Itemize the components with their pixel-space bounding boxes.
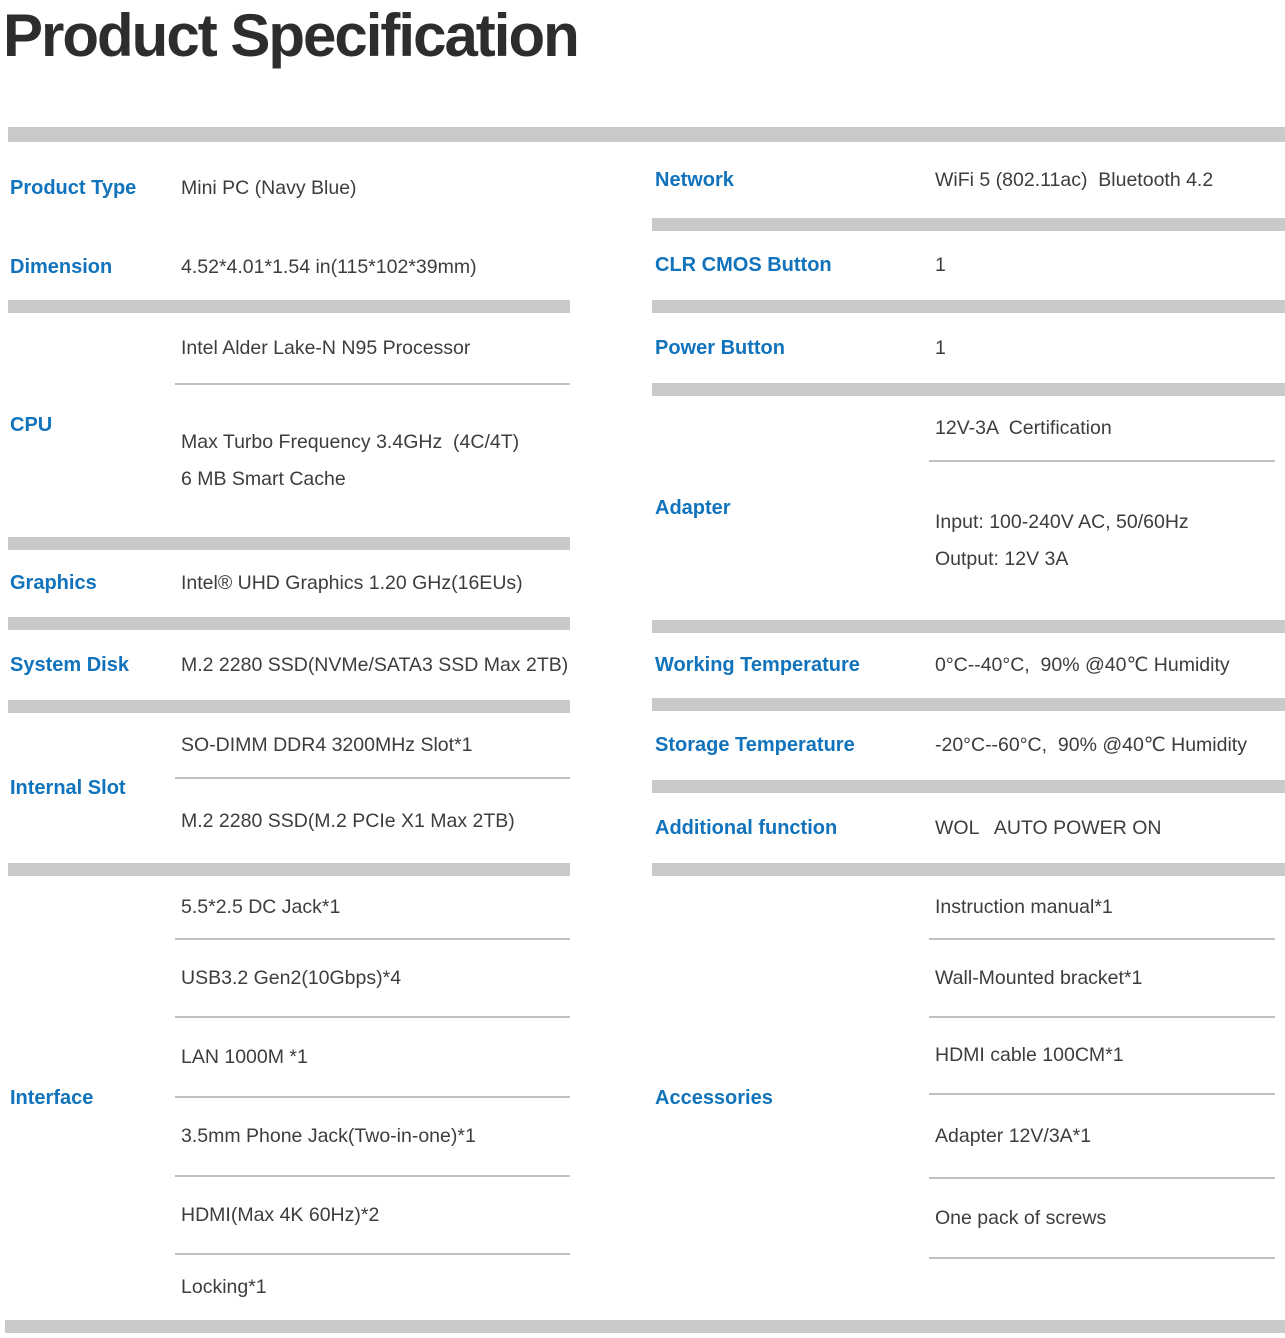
value-adapter-input: Input: 100-240V AC, 50/60Hz (935, 511, 1189, 533)
section-power-button (652, 313, 1285, 383)
value-accessory-adapter: Adapter 12V/3A*1 (935, 1124, 1092, 1147)
section-working-temperature (652, 633, 1285, 698)
spec-row (8, 142, 570, 234)
label-clr-cmos-button: CLR CMOS Button (655, 254, 832, 276)
value-power-button: 1 (935, 336, 946, 359)
section-separator-bar (8, 300, 570, 313)
section-separator-bar (652, 863, 1285, 876)
section-network (652, 142, 1285, 218)
section-cpu (8, 313, 570, 537)
value-cpu-cache: 6 MB Smart Cache (181, 468, 346, 490)
value-cpu-turbo: Max Turbo Frequency 3.4GHz (4C/4T) (181, 431, 520, 453)
section-separator-bar (652, 383, 1285, 396)
value-working-temperature: 0°C--40°C, 90% @40℃ Humidity (935, 654, 1230, 676)
section-separator-bar (652, 780, 1285, 793)
value-product-type: Mini PC (Navy Blue) (181, 176, 357, 199)
section-additional-function (652, 793, 1285, 863)
label-working-temperature: Working Temperature (655, 654, 860, 676)
label-storage-temperature: Storage Temperature (655, 734, 855, 756)
value-clr-cmos-button: 1 (935, 254, 946, 276)
value-interface-phone-jack: 3.5mm Phone Jack(Two-in-one)*1 (181, 1125, 476, 1147)
value-graphics: Intel® UHD Graphics 1.20 GHz(16EUs) (181, 572, 523, 594)
left-column (8, 142, 570, 1320)
section-clr-cmos-button (652, 231, 1285, 300)
section-separator-bar (8, 617, 570, 630)
value-additional-function: WOL AUTO POWER ON (935, 816, 1162, 839)
label-adapter: Adapter (655, 496, 731, 519)
section-separator-bar (8, 863, 570, 876)
section-separator-bar (652, 218, 1285, 231)
section-product-type-dimension (8, 142, 570, 300)
value-storage-temperature: -20°C--60°C, 90% @40℃ Humidity (935, 734, 1247, 756)
value-system-disk: M.2 2280 SSD(NVMe/SATA3 SSD Max 2TB) (181, 653, 569, 676)
label-product-type: Product Type (10, 176, 137, 199)
page-title: Product Specification (3, 2, 578, 69)
value-network: WiFi 5 (802.11ac) Bluetooth 4.2 (935, 168, 1214, 191)
right-column (652, 142, 1285, 1320)
value-accessory-manual: Instruction manual*1 (935, 895, 1113, 918)
value-internal-slot-ram: SO-DIMM DDR4 3200MHz Slot*1 (181, 733, 473, 756)
spec-row (8, 234, 570, 300)
value-adapter-output: Output: 12V 3A (935, 548, 1069, 570)
section-interface (8, 876, 570, 1320)
section-graphics (8, 550, 570, 617)
value-accessory-bracket: Wall-Mounted bracket*1 (935, 966, 1143, 989)
label-network: Network (655, 168, 734, 191)
label-power-button: Power Button (655, 336, 785, 359)
bottom-separator-bar (5, 1320, 1285, 1333)
value-adapter-certification: 12V-3A Certification (935, 416, 1112, 439)
section-internal-slot (8, 713, 570, 863)
label-interface: Interface (10, 1086, 94, 1109)
label-graphics: Graphics (10, 572, 97, 594)
section-separator-bar (8, 700, 570, 713)
spec-table (0, 142, 1285, 1320)
value-interface-usb: USB3.2 Gen2(10Gbps)*4 (181, 966, 402, 989)
section-separator-bar (652, 300, 1285, 313)
label-cpu: CPU (10, 413, 53, 436)
label-system-disk: System Disk (10, 653, 129, 676)
section-separator-bar (652, 698, 1285, 711)
value-interface-hdmi: HDMI(Max 4K 60Hz)*2 (181, 1203, 380, 1226)
value-interface-dc-jack: 5.5*2.5 DC Jack*1 (181, 895, 341, 918)
label-dimension: Dimension (10, 255, 113, 278)
value-accessory-hdmi-cable: HDMI cable 100CM*1 (935, 1044, 1124, 1066)
top-separator-bar (8, 127, 1285, 142)
value-dimension: 4.52*4.01*1.54 in(115*102*39mm) (181, 255, 477, 278)
label-additional-function: Additional function (655, 816, 838, 839)
section-storage-temperature (652, 711, 1285, 780)
section-system-disk (8, 630, 570, 700)
value-cpu-model: Intel Alder Lake-N N95 Processor (181, 336, 471, 359)
value-interface-lan: LAN 1000M *1 (181, 1045, 308, 1068)
section-filler (929, 1259, 1285, 1320)
section-adapter (652, 396, 1285, 620)
value-accessory-screws: One pack of screws (935, 1206, 1107, 1229)
section-separator-bar (652, 620, 1285, 633)
section-separator-bar (8, 537, 570, 550)
value-internal-slot-ssd: M.2 2280 SSD(M.2 PCIe X1 Max 2TB) (181, 809, 515, 832)
label-accessories: Accessories (655, 1086, 773, 1109)
label-internal-slot: Internal Slot (10, 776, 126, 799)
value-interface-locking: Locking*1 (181, 1276, 267, 1298)
section-accessories (652, 876, 1285, 1320)
